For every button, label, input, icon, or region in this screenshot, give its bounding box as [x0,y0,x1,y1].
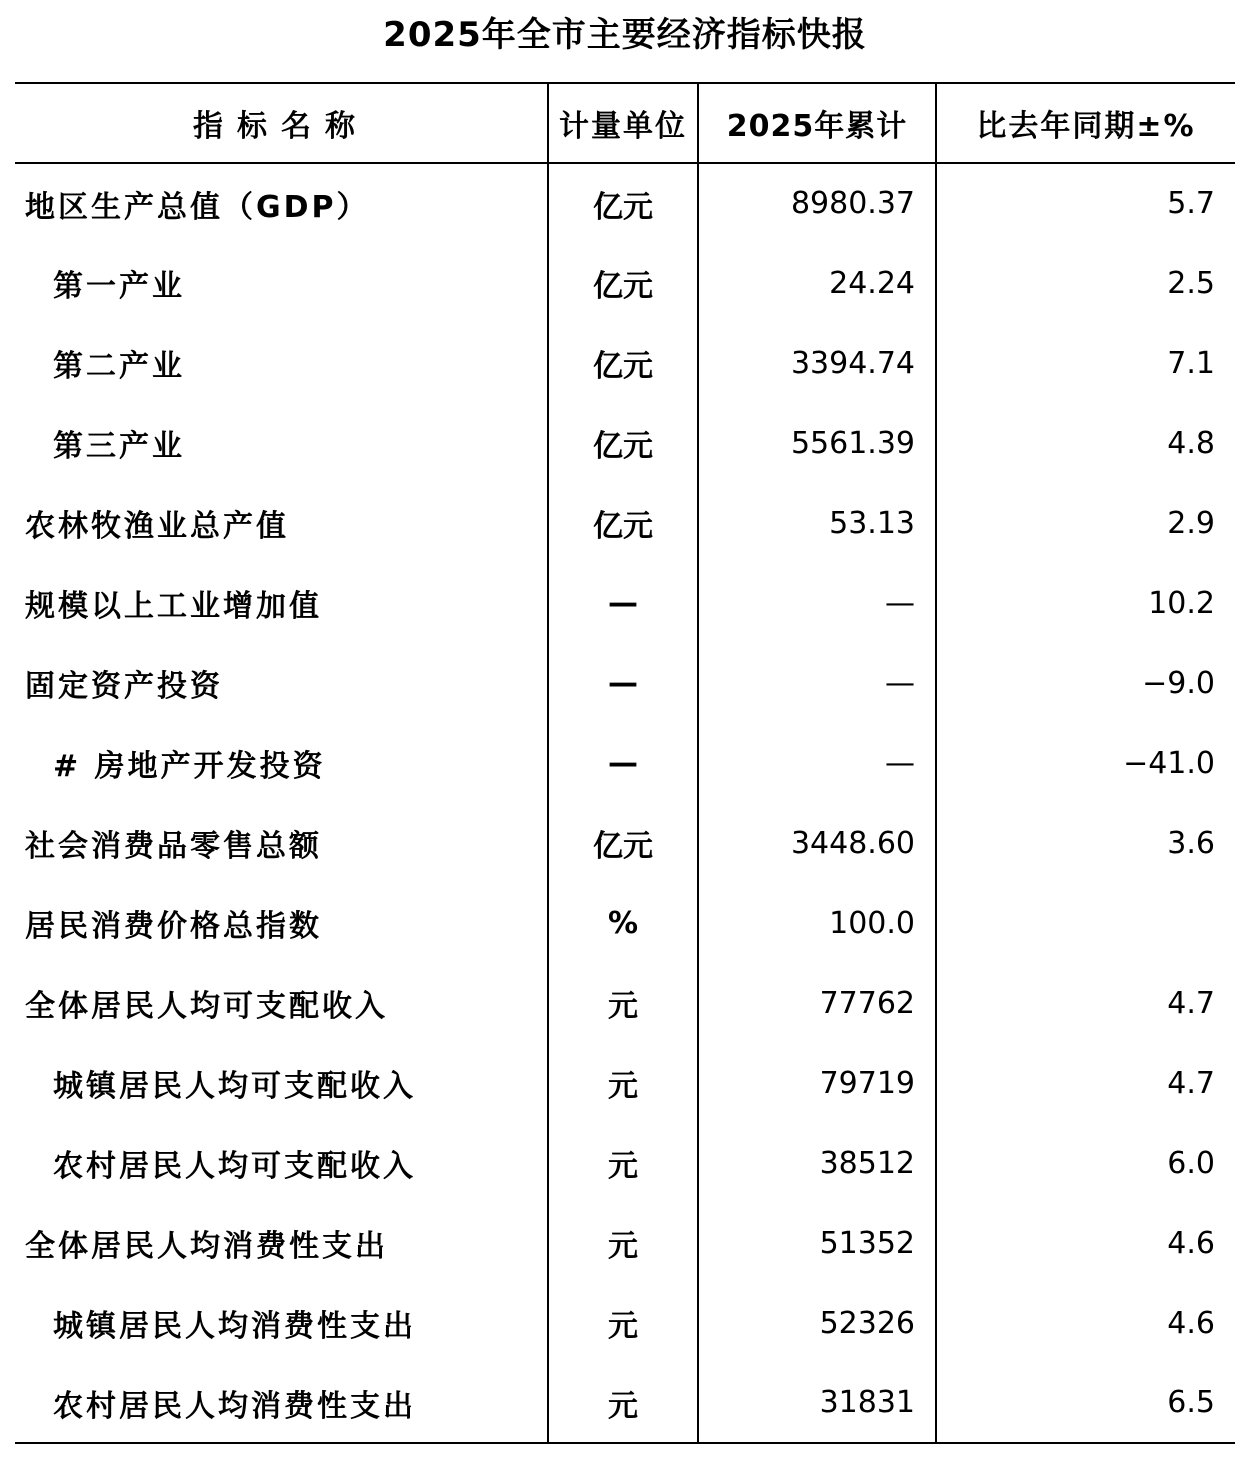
cumulative-value-cell: 3394.74 [698,323,936,403]
yoy-change-cell: −41.0 [936,723,1235,803]
header-row [15,83,1235,163]
table-row [15,563,1235,643]
yoy-change-cell: −9.0 [936,643,1235,723]
yoy-change-cell: 3.6 [936,803,1235,883]
unit-cell: 亿元 [548,803,698,883]
yoy-change-cell: 10.2 [936,563,1235,643]
cumulative-value-cell: 53.13 [698,483,936,563]
unit-cell: — [548,643,698,723]
indicator-name-cell: 农林牧渔业总产值 [25,509,289,544]
unit-cell: 元 [548,1363,698,1443]
table-row [15,963,1235,1043]
indicator-name-cell: 居民消费价格总指数 [25,909,322,944]
cumulative-value-cell: — [698,563,936,643]
header-yoy-change: 比去年同期±% [936,83,1235,163]
table-row [15,403,1235,483]
yoy-change-cell [936,883,1235,963]
unit-cell: — [548,723,698,803]
yoy-change-cell: 2.9 [936,483,1235,563]
unit-cell: 亿元 [548,243,698,323]
cumulative-value-cell: 51352 [698,1203,936,1283]
indicator-name-cell: # 房地产开发投资 [53,749,326,784]
indicator-name-cell: 第三产业 [53,429,185,464]
cumulative-value-cell: 24.24 [698,243,936,323]
indicator-name-cell: 社会消费品零售总额 [25,829,322,864]
table-row [15,243,1235,323]
cumulative-value-cell: 5561.39 [698,403,936,483]
indicator-name-cell: 规模以上工业增加值 [25,589,322,624]
indicator-name-cell: 全体居民人均消费性支出 [25,1229,388,1264]
table-header [15,83,1235,163]
table-row [15,1203,1235,1283]
indicator-name-cell: 固定资产投资 [25,669,223,704]
cumulative-value-cell: — [698,723,936,803]
unit-cell: 亿元 [548,323,698,403]
cumulative-value-cell: — [698,643,936,723]
yoy-change-cell: 4.6 [936,1203,1235,1283]
economic-indicators-table [15,82,1235,1444]
yoy-change-cell: 4.8 [936,403,1235,483]
table-row [15,803,1235,883]
yoy-change-cell: 7.1 [936,323,1235,403]
table-row [15,483,1235,563]
cumulative-value-cell: 100.0 [698,883,936,963]
header-indicator-name: 指标名称 [15,83,548,163]
indicator-name-cell: 城镇居民人均可支配收入 [53,1069,416,1104]
table-row [15,1123,1235,1203]
cumulative-value-cell: 52326 [698,1283,936,1363]
yoy-change-cell: 6.5 [936,1363,1235,1443]
unit-cell: 元 [548,1123,698,1203]
unit-cell: — [548,563,698,643]
cumulative-value-cell: 79719 [698,1043,936,1123]
indicator-name-cell: 地区生产总值（GDP） [25,189,370,225]
cumulative-value-cell: 8980.37 [698,163,936,243]
unit-cell: 亿元 [548,163,698,243]
unit-cell: % [548,883,698,963]
cumulative-value-cell: 77762 [698,963,936,1043]
cumulative-value-cell: 3448.60 [698,803,936,883]
unit-cell: 亿元 [548,483,698,563]
indicator-name-cell: 第二产业 [53,349,185,384]
table-row [15,163,1235,243]
indicator-name-cell: 农村居民人均消费性支出 [15,1363,548,1443]
indicator-name-cell: 城镇居民人均消费性支出 [53,1309,416,1344]
unit-cell: 亿元 [548,403,698,483]
indicator-name-cell: 第一产业 [53,269,185,304]
table-row [15,883,1235,963]
table-row [15,323,1235,403]
table-row [15,1283,1235,1363]
unit-cell: 元 [548,1283,698,1363]
yoy-change-cell: 5.7 [936,163,1235,243]
yoy-change-cell: 4.7 [936,1043,1235,1123]
page-title: 2025年全市主要经济指标快报 [383,15,867,55]
cumulative-value-cell: 31831 [698,1363,936,1443]
cumulative-value-cell: 38512 [698,1123,936,1203]
unit-cell: 元 [548,1203,698,1283]
table-row [15,723,1235,803]
table-row [15,643,1235,723]
indicator-name-cell: 农村居民人均可支配收入 [53,1149,416,1184]
unit-cell: 元 [548,1043,698,1123]
yoy-change-cell: 2.5 [936,243,1235,323]
yoy-change-cell: 4.6 [936,1283,1235,1363]
table-row [15,1363,1235,1443]
yoy-change-cell: 6.0 [936,1123,1235,1203]
unit-cell: 元 [548,963,698,1043]
indicator-name-cell: 全体居民人均可支配收入 [25,989,388,1024]
table-body [15,163,1235,1443]
table-row [15,1043,1235,1123]
header-unit: 计量单位 [548,83,698,163]
yoy-change-cell: 4.7 [936,963,1235,1043]
header-cumulative-2025: 2025年累计 [698,83,936,163]
